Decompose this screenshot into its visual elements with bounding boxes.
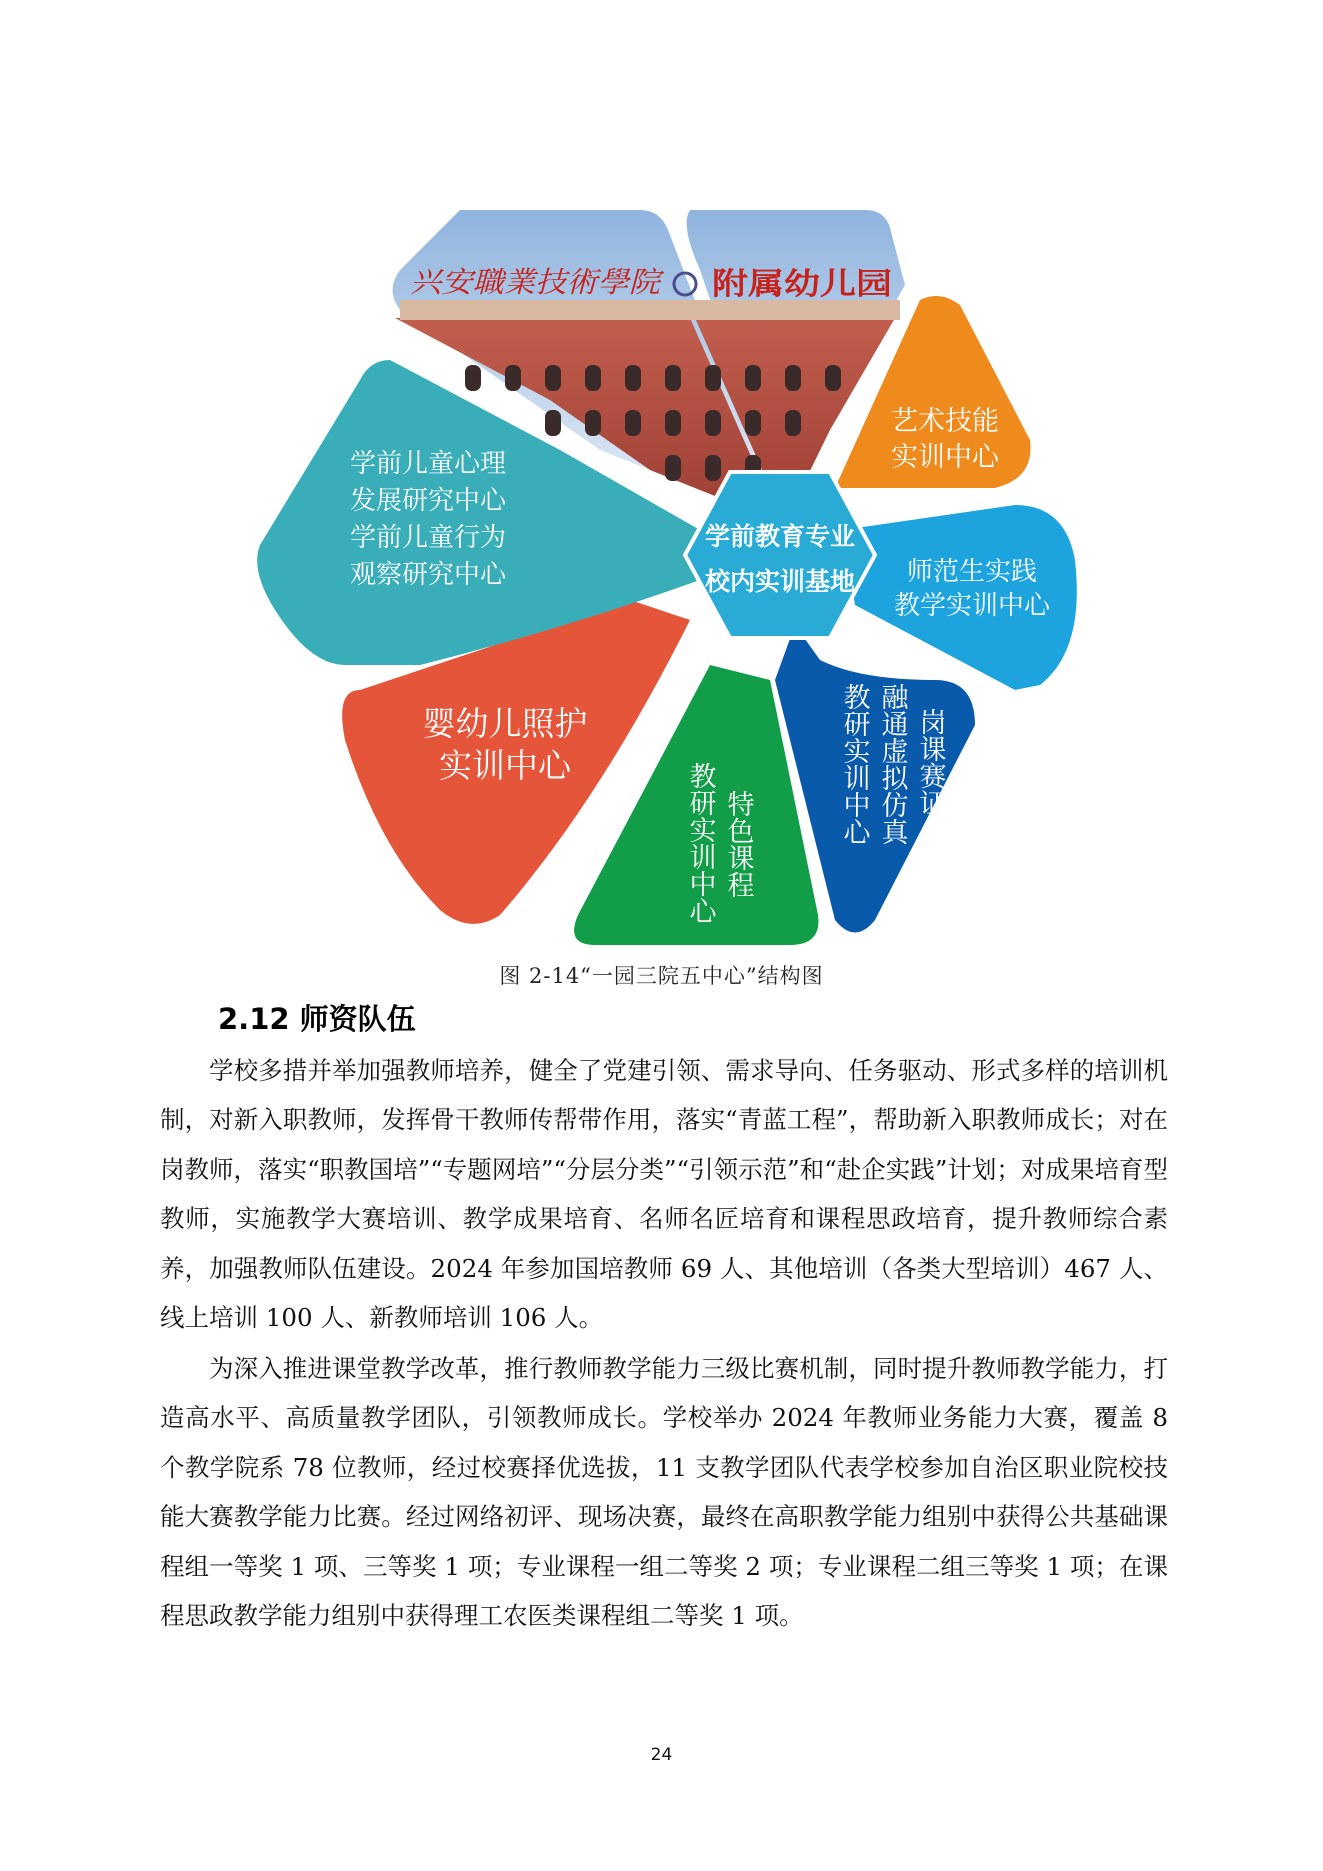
child-psychology-label-3: 学前儿童行为 xyxy=(350,523,507,553)
building-sign xyxy=(400,265,900,320)
virtual-sim-col-3: 教研实训中心 xyxy=(838,683,870,845)
infant-care-label-2: 实训中心 xyxy=(439,746,571,785)
center-hexagon xyxy=(685,472,875,638)
featured-course-col-2: 教研实训中心 xyxy=(684,762,716,924)
child-psychology-label-4: 观察研究中心 xyxy=(350,560,507,590)
child-psychology-label-1: 学前儿童心理 xyxy=(350,449,507,479)
art-skills-label-2: 实训中心 xyxy=(891,442,999,473)
sign-text-right: 附属幼儿园 xyxy=(712,267,892,302)
student-practice-label-2: 教学实训中心 xyxy=(893,591,1051,621)
paragraph-teacher-training: 学校多措并举加强教师培养，健全了党建引领、需求导向、任务驱动、形式多样的培训机制，对新入职教师，发挥骨干教师传帮带作用，落实“青蓝工程”，帮助新入职教师成长；对在岗教师，落实“职教国培”“专题网培”“分层分类”“引领示范”和“赴企实践”计划；对成果培育型教师，实施教学大赛培训、教学成果培育、名师名匠培育和课程思政培育，提升教师综合素养，加强教师队伍建设。2024 年参加国培教师 69 人、其他培训（各类大型培训）467 人、线上培训 100 人、新教师培训 106 人。 xyxy=(160,1056,1168,1333)
paragraph-teaching-competition: 为深入推进课堂教学改革，推行教师教学能力三级比赛机制，同时提升教师教学能力，打造高水平、高质量教学团队，引领教师成长。学校举办 2024 年教师业务能力大赛，覆盖 8 个教学院系 78 位教师，经过校赛择优选拔，11 支教学团队代表学校参加自治区职业院校技能大赛教学能力比赛。经过网络初评、现场决赛，最终在高职教学能力组别中获得公共基础课程组一等奖 1 项、三等奖 1 项；专业课程一组二等奖 2 项；专业课程二组三等奖 1 项；在课程思政教学能力组别中获得理工农医类课程组二等奖 1 项。 xyxy=(160,1354,1168,1631)
art-skills-label-1: 艺术技能 xyxy=(891,406,999,437)
section-title: 2.12 师资队伍 xyxy=(218,1002,416,1036)
featured-course-col-1: 特色课程 xyxy=(722,790,754,898)
infant-care-label-1: 婴幼儿照护 xyxy=(422,704,588,743)
center-label-line1: 学前教育专业 xyxy=(704,522,856,551)
student-practice-label-1: 师范生实践 xyxy=(906,557,1038,587)
virtual-sim-col-2: 融通虚拟仿真 xyxy=(876,683,908,845)
sign-text-left: 兴安職業技術學院 xyxy=(410,265,665,299)
figure-caption: 图 2-14“一园三院五中心”结构图 xyxy=(499,964,824,988)
page-number: 24 xyxy=(650,1745,673,1765)
child-psychology-label-2: 发展研究中心 xyxy=(350,486,507,516)
virtual-sim-col-1: 岗课赛证 xyxy=(914,708,946,816)
center-label-line2: 校内实训基地 xyxy=(704,567,856,596)
